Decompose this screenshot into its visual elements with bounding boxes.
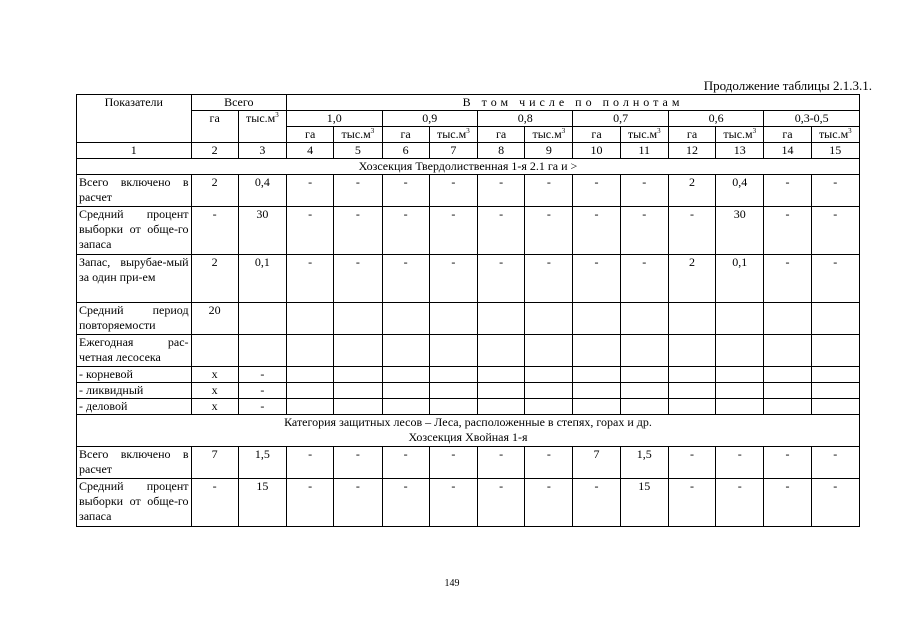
row-label: Средний период повторяемости: [77, 303, 192, 335]
table-cell: -: [668, 207, 715, 255]
header-density-ha: га: [477, 127, 524, 143]
row-label: - ликвидный: [77, 383, 192, 399]
table-cell: -: [620, 255, 668, 303]
table-cell: [382, 303, 429, 335]
table-cell: -: [573, 207, 620, 255]
row-label: Ежегодная рас-четная лесосека: [77, 335, 192, 367]
table-cell: -: [525, 175, 573, 207]
header-density: 0,8: [477, 111, 572, 127]
table-cell: [764, 335, 811, 367]
header-total-volume: [238, 111, 286, 143]
table-cell: 2: [191, 175, 238, 207]
table-cell: -: [238, 399, 286, 415]
table-cell: -: [477, 207, 524, 255]
table-cell: -: [429, 175, 477, 207]
table-cell: [429, 303, 477, 335]
header-total-ha: га: [191, 111, 238, 143]
table-cell: [334, 383, 382, 399]
table-cell: [429, 399, 477, 415]
table-cell: [382, 399, 429, 415]
table-cell: [764, 399, 811, 415]
header-density-ha: га: [764, 127, 811, 143]
table-cell: [191, 335, 238, 367]
table-cell: -: [525, 479, 573, 527]
table-cell: 15: [620, 479, 668, 527]
table-cell: -: [811, 175, 859, 207]
table-cell: -: [238, 367, 286, 383]
row-label: - деловой: [77, 399, 192, 415]
column-number: 14: [764, 143, 811, 159]
table-cell: [620, 335, 668, 367]
table-cell: 15: [238, 479, 286, 527]
header-row-2: [77, 111, 860, 127]
table-cell: -: [334, 447, 382, 479]
table-cell: [811, 399, 859, 415]
unit-volume-superscript: 3: [561, 127, 566, 135]
table-cell: [382, 367, 429, 383]
table-cell: 20: [191, 303, 238, 335]
table-cell: -: [811, 447, 859, 479]
table-cell: -: [191, 207, 238, 255]
table-cell: -: [238, 383, 286, 399]
column-number: 4: [287, 143, 334, 159]
header-density: 0,3-0,5: [764, 111, 860, 127]
table-cell: x: [191, 383, 238, 399]
section-title-line: Хозсекция Твердолиственная 1-я 2.1 га и >: [358, 159, 578, 173]
table-cell: -: [668, 479, 715, 527]
column-number: 13: [716, 143, 764, 159]
table-cell: -: [525, 255, 573, 303]
section-row: [77, 415, 860, 447]
unit-volume-text: тыс.м: [532, 127, 562, 141]
column-number: 5: [334, 143, 382, 159]
table-cell: [287, 399, 334, 415]
section-title-line: Хозсекция Хвойная 1-я: [408, 430, 528, 444]
table-cell: x: [191, 367, 238, 383]
table-cell: -: [287, 447, 334, 479]
table-cell: 2: [668, 175, 715, 207]
table-cell: -: [287, 479, 334, 527]
table-cell: [811, 335, 859, 367]
header-density-volume: [525, 127, 573, 143]
table-cell: -: [811, 479, 859, 527]
table-cell: -: [764, 447, 811, 479]
table-cell: 0,4: [716, 175, 764, 207]
table-cell: -: [477, 479, 524, 527]
table-cell: -: [811, 255, 859, 303]
table-cell: -: [764, 175, 811, 207]
column-number: 12: [668, 143, 715, 159]
table-row: [77, 399, 860, 415]
table-cell: [238, 335, 286, 367]
unit-volume-superscript: 3: [370, 127, 375, 135]
table-cell: [238, 303, 286, 335]
column-number: 3: [238, 143, 286, 159]
unit-volume-superscript: 3: [752, 127, 757, 135]
column-number: 11: [620, 143, 668, 159]
table-cell: -: [573, 255, 620, 303]
table-cell: 0,1: [716, 255, 764, 303]
table-cell: [287, 367, 334, 383]
table-cell: [764, 367, 811, 383]
column-number: 8: [477, 143, 524, 159]
table-cell: [668, 399, 715, 415]
row-label: Всего включено в расчет: [77, 447, 192, 479]
table-cell: [620, 303, 668, 335]
table-cell: -: [429, 479, 477, 527]
header-density: 0,6: [668, 111, 763, 127]
header-density-volume: [716, 127, 764, 143]
row-label: - корневой: [77, 367, 192, 383]
table-cell: [668, 303, 715, 335]
header-including: В том числе по полнотам: [287, 95, 860, 111]
table-cell: [525, 399, 573, 415]
table-cell: [573, 383, 620, 399]
table-row: [77, 255, 860, 303]
table-cell: [382, 383, 429, 399]
table-cell: [287, 383, 334, 399]
column-number: 15: [811, 143, 859, 159]
row-label: Всего включено в расчет: [77, 175, 192, 207]
table-cell: -: [620, 175, 668, 207]
table-cell: -: [477, 175, 524, 207]
table-cell: [668, 367, 715, 383]
table-cell: [668, 383, 715, 399]
table-caption: Продолжение таблицы 2.1.3.1.: [703, 78, 872, 93]
table-cell: -: [764, 207, 811, 255]
table-cell: 1,5: [620, 447, 668, 479]
unit-volume-text: тыс.м: [818, 127, 849, 141]
unit-volume-text: тыс.м: [627, 127, 658, 141]
table-cell: -: [334, 479, 382, 527]
table-cell: 0,1: [238, 255, 286, 303]
section-title: [77, 415, 860, 447]
forest-table: [76, 94, 860, 527]
column-number: 10: [573, 143, 620, 159]
table-row: [77, 367, 860, 383]
header-density-volume: [334, 127, 382, 143]
section-title-line: Категория защитных лесов – Леса, расположенные в степях, горах и др.: [284, 415, 652, 429]
table-cell: [716, 335, 764, 367]
unit-volume-superscript: 3: [275, 111, 279, 119]
table-cell: [573, 335, 620, 367]
table-cell: [573, 367, 620, 383]
table-cell: -: [429, 255, 477, 303]
table-row: [77, 479, 860, 527]
table-cell: -: [525, 447, 573, 479]
column-number: 9: [525, 143, 573, 159]
table-row: [77, 335, 860, 367]
header-density-ha: га: [382, 127, 429, 143]
table-cell: -: [382, 479, 429, 527]
table-cell: [334, 303, 382, 335]
table-cell: -: [573, 175, 620, 207]
table-cell: -: [287, 255, 334, 303]
table-cell: [287, 335, 334, 367]
header-density-ha: га: [287, 127, 334, 143]
table-cell: -: [811, 207, 859, 255]
page-number: 149: [444, 578, 460, 589]
table-row: [77, 207, 860, 255]
unit-volume-superscript: 3: [848, 127, 852, 135]
table-cell: [525, 335, 573, 367]
table-cell: [620, 399, 668, 415]
table-body: [77, 159, 860, 527]
column-number: 6: [382, 143, 429, 159]
table-cell: [334, 399, 382, 415]
table-cell: -: [716, 479, 764, 527]
header-density-volume: [811, 127, 859, 143]
row-label: Средний процент выборки от обще-го запаса: [77, 207, 192, 255]
table-cell: [811, 303, 859, 335]
table-cell: 2: [668, 255, 715, 303]
table-cell: 1,5: [238, 447, 286, 479]
table-cell: [716, 383, 764, 399]
table-cell: 30: [716, 207, 764, 255]
table-cell: -: [764, 255, 811, 303]
table-cell: [477, 367, 524, 383]
table-cell: [334, 335, 382, 367]
table-row: [77, 447, 860, 479]
table-cell: [525, 367, 573, 383]
table-cell: -: [429, 447, 477, 479]
table-cell: [477, 335, 524, 367]
table-cell: [477, 303, 524, 335]
table-cell: -: [287, 175, 334, 207]
table-cell: x: [191, 399, 238, 415]
table-cell: -: [334, 207, 382, 255]
table-cell: -: [620, 207, 668, 255]
table-cell: -: [477, 255, 524, 303]
table-cell: [477, 399, 524, 415]
header-density-ha: га: [668, 127, 715, 143]
header-indicators: Показатели: [77, 95, 192, 143]
unit-volume-superscript: 3: [466, 127, 470, 135]
row-label: Запас, вырубае-мый за один при-ем: [77, 255, 192, 303]
table-cell: [716, 367, 764, 383]
table-cell: -: [573, 479, 620, 527]
header-density-volume: [620, 127, 668, 143]
row-label: Средний процент выборки от обще-го запаса: [77, 479, 192, 527]
table-cell: [382, 335, 429, 367]
table-row: [77, 303, 860, 335]
table-cell: [573, 303, 620, 335]
table-cell: 7: [191, 447, 238, 479]
header-density-ha: га: [573, 127, 620, 143]
table-cell: -: [382, 447, 429, 479]
table-cell: 7: [573, 447, 620, 479]
column-number: 2: [191, 143, 238, 159]
table-cell: [573, 399, 620, 415]
section-title: [77, 159, 860, 175]
table-cell: -: [287, 207, 334, 255]
table-cell: -: [764, 479, 811, 527]
unit-volume-text: тыс.м: [341, 127, 371, 141]
header-row-1: [77, 95, 860, 111]
table-header: [77, 95, 860, 159]
table-cell: -: [716, 447, 764, 479]
table-cell: [477, 383, 524, 399]
column-number: 7: [429, 143, 477, 159]
table-row: [77, 383, 860, 399]
table-cell: [334, 367, 382, 383]
header-density: 1,0: [287, 111, 382, 127]
table-cell: 0,4: [238, 175, 286, 207]
table-cell: [764, 303, 811, 335]
table-cell: -: [382, 207, 429, 255]
header-density: 0,7: [573, 111, 668, 127]
table-cell: -: [334, 175, 382, 207]
table-cell: -: [668, 447, 715, 479]
table-cell: -: [382, 175, 429, 207]
table-cell: -: [477, 447, 524, 479]
table-cell: [525, 303, 573, 335]
header-total: Всего: [191, 95, 286, 111]
table-cell: -: [382, 255, 429, 303]
table-cell: [525, 383, 573, 399]
unit-volume-text: тыс.м: [723, 127, 753, 141]
unit-volume-text: тыс.м: [436, 127, 467, 141]
section-row: [77, 159, 860, 175]
table-cell: [429, 367, 477, 383]
column-number: 1: [77, 143, 192, 159]
table-cell: 30: [238, 207, 286, 255]
table-cell: [620, 367, 668, 383]
table-cell: [764, 383, 811, 399]
table-cell: [287, 303, 334, 335]
table-cell: -: [429, 207, 477, 255]
table-cell: -: [525, 207, 573, 255]
table-cell: 2: [191, 255, 238, 303]
table-cell: [668, 335, 715, 367]
table-cell: [429, 383, 477, 399]
table-cell: -: [191, 479, 238, 527]
header-column-numbers: [77, 143, 860, 159]
table-cell: [620, 383, 668, 399]
table-cell: [811, 383, 859, 399]
table-cell: -: [334, 255, 382, 303]
table-cell: [716, 399, 764, 415]
unit-volume-superscript: 3: [657, 127, 661, 135]
table-cell: [716, 303, 764, 335]
header-density-volume: [429, 127, 477, 143]
table-cell: [811, 367, 859, 383]
header-density: 0,9: [382, 111, 477, 127]
unit-volume-text: тыс.м: [246, 111, 276, 125]
table-cell: [429, 335, 477, 367]
table-row: [77, 175, 860, 207]
